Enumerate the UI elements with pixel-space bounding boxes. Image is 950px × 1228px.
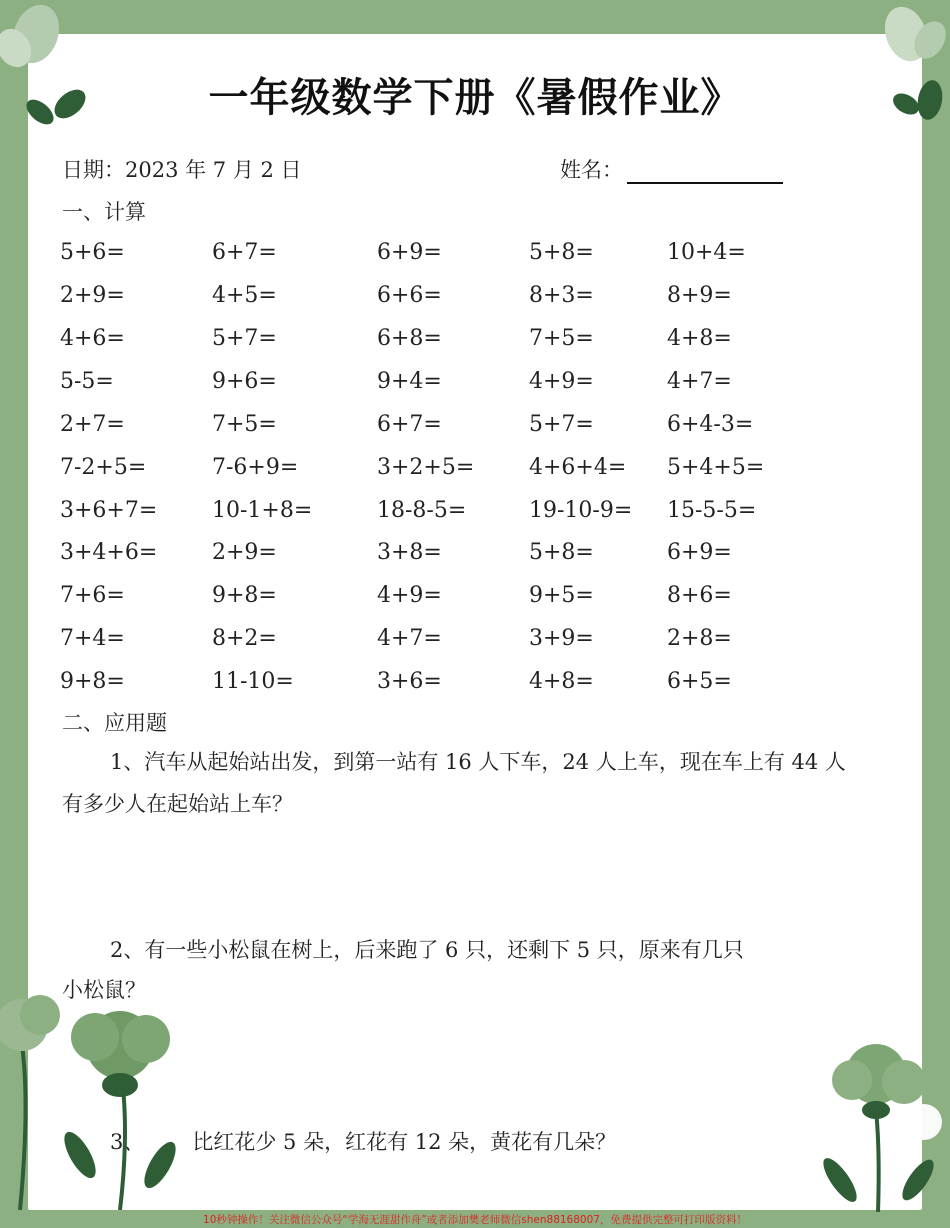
calc-problem: 5+8= (529, 240, 594, 265)
calc-problem: 10+4= (667, 240, 746, 265)
calc-problem: 19-10-9= (529, 498, 633, 523)
calc-problem: 2+9= (60, 283, 125, 308)
question-2-line-1: 2、有一些小松鼠在树上，后来跑了 6 只，还剩下 5 只，原来有几只 (110, 938, 744, 962)
calc-problem: 4+6+4= (529, 455, 627, 480)
calc-problem: 7-6+9= (212, 455, 299, 480)
calc-row (0, 669, 950, 709)
calc-problem: 4+8= (529, 669, 594, 694)
question-3-number: 3、 (110, 1130, 145, 1154)
calc-problem: 7+6= (60, 583, 125, 608)
calc-problem: 3+6= (377, 669, 442, 694)
flower-decoration-bottom-right (820, 1030, 950, 1212)
calc-problem: 6+4-3= (667, 412, 754, 437)
calc-problem: 7+4= (60, 626, 125, 651)
calc-problem: 8+3= (529, 283, 594, 308)
footer-notice: 10秒钟操作！关注微信公众号“学海无涯甜作舟”或者添加樊老师微信shen88168007，免费提供完整可打印版资料！ (203, 1214, 747, 1226)
calc-row (0, 412, 950, 452)
calc-problem: 5+4+5= (667, 455, 765, 480)
calc-problem: 3+4+6= (60, 540, 158, 565)
calc-problem: 4+9= (529, 369, 594, 394)
page-title: 一年级数学下册《暑假作业》 (208, 75, 742, 121)
calc-problem: 6+5= (667, 669, 732, 694)
calc-problem: 3+2+5= (377, 455, 475, 480)
calc-problem: 4+6= (60, 326, 125, 351)
calc-problem: 15-5-5= (667, 498, 757, 523)
calc-problem: 6+6= (377, 283, 442, 308)
calc-problem: 9+8= (60, 669, 125, 694)
calc-problem: 2+9= (212, 540, 277, 565)
calc-row (0, 326, 950, 366)
calc-problem: 8+6= (667, 583, 732, 608)
question-3-text: 比红花少 5 朵，红花有 12 朵，黄花有几朵？ (192, 1130, 617, 1154)
calc-problem: 3+6+7= (60, 498, 158, 523)
question-1-line-1: 1、汽车从起始站出发，到第一站有 16 人下车，24 人上车，现在车上有 44 人 (110, 750, 846, 774)
calc-problem: 5+6= (60, 240, 125, 265)
calc-problem: 18-8-5= (377, 498, 467, 523)
calc-problem: 4+9= (377, 583, 442, 608)
calc-problem: 6+7= (377, 412, 442, 437)
calc-problem: 4+7= (377, 626, 442, 651)
calc-problem: 2+7= (60, 412, 125, 437)
calc-row (0, 583, 950, 623)
calc-problem: 8+9= (667, 283, 732, 308)
calc-problem: 5+7= (212, 326, 277, 351)
calc-row (0, 283, 950, 323)
calc-problem: 9+6= (212, 369, 277, 394)
name-label: 姓名： (560, 158, 623, 182)
calc-problem: 9+8= (212, 583, 277, 608)
section-calc-title: 一、计算 (62, 200, 146, 224)
calc-problem: 6+8= (377, 326, 442, 351)
calc-problem: 7+5= (212, 412, 277, 437)
calc-row (0, 498, 950, 538)
calc-problem: 7-2+5= (60, 455, 147, 480)
calc-row (0, 240, 950, 280)
section-word-problems-title: 二、应用题 (62, 711, 167, 735)
calc-problem: 3+8= (377, 540, 442, 565)
calc-problem: 4+7= (667, 369, 732, 394)
calc-problem: 7+5= (529, 326, 594, 351)
calc-row (0, 626, 950, 666)
name-field (560, 154, 783, 184)
calc-problem: 8+2= (212, 626, 277, 651)
question-1-line-2: 有多少人在起始站上车？ (62, 792, 293, 816)
calc-problem: 6+9= (667, 540, 732, 565)
date-label: 日期：2023 年 7 月 2 日 (62, 158, 302, 182)
question-2-line-2: 小松鼠？ (62, 978, 146, 1002)
calc-problem: 5-5= (60, 369, 114, 394)
calc-problem: 3+9= (529, 626, 594, 651)
name-blank-line[interactable] (627, 154, 783, 184)
calc-problem: 11-10= (212, 669, 294, 694)
calc-row (0, 455, 950, 495)
calc-problem: 10-1+8= (212, 498, 313, 523)
calc-problem: 5+8= (529, 540, 594, 565)
calc-problem: 9+5= (529, 583, 594, 608)
calc-problem: 5+7= (529, 412, 594, 437)
calc-row (0, 540, 950, 580)
calc-problem: 2+8= (667, 626, 732, 651)
calc-problem: 4+8= (667, 326, 732, 351)
calc-problem: 6+9= (377, 240, 442, 265)
flower-decoration-bottom-left (0, 985, 200, 1210)
calc-problem: 4+5= (212, 283, 277, 308)
calc-problem: 6+7= (212, 240, 277, 265)
calc-problem: 9+4= (377, 369, 442, 394)
calc-row (0, 369, 950, 409)
